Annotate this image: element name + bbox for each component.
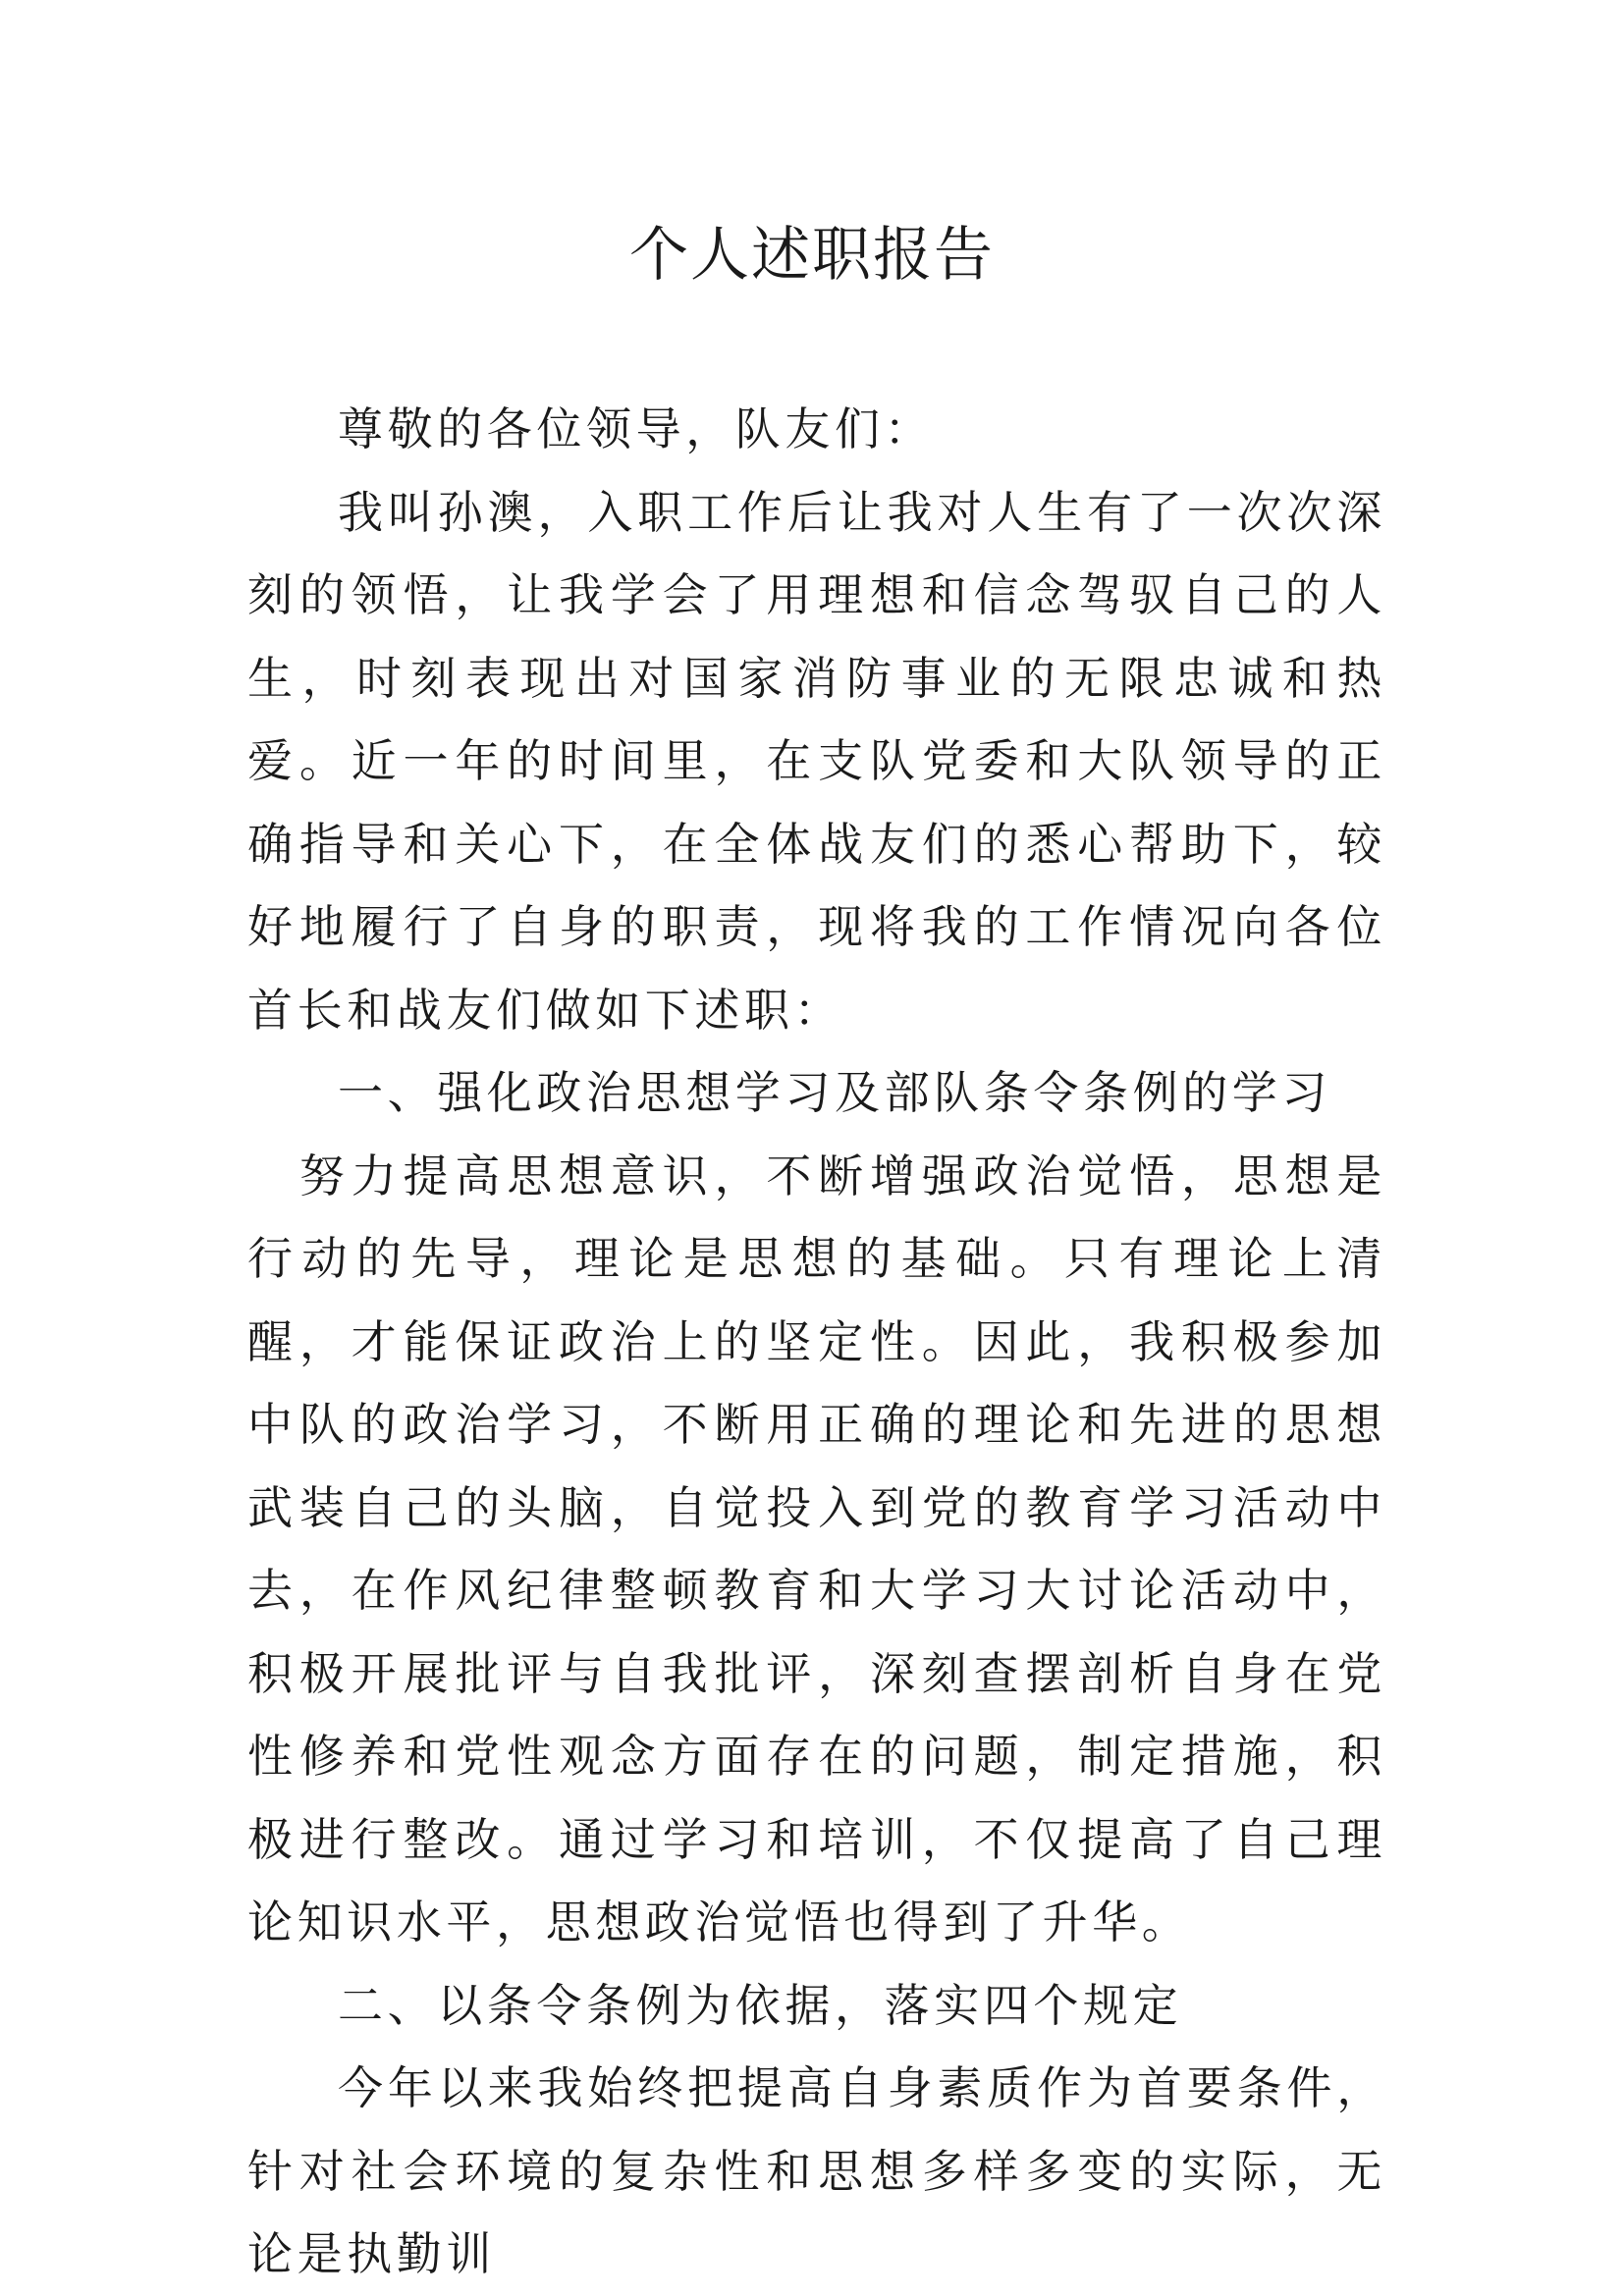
section-1-heading: 一、强化政治思想学习及部队条令条例的学习	[338, 1066, 1331, 1119]
intro-paragraph: 我叫孙澳，入职工作后让我对人生有了一次次深刻的领悟，让我学会了用理想和信念驾驭自己的人生，时刻表现出对国家消防事业的无限忠诚和热爱。近一年的时间里，在支队党委和大队领导的正确指导和关心下，在全体战友们的悉心帮助下，较好地履行了自身的职责，现将我的工作情况向各位首长和战友们做如下述职：	[247, 485, 1386, 1037]
document-body	[247, 388, 1386, 2296]
section-1-paragraph: 努力提高思想意识，不断增强政治觉悟，思想是行动的先导，理论是思想的基础。只有理论上清醒，才能保证政治上的坚定性。因此，我积极参加中队的政治学习，不断用正确的理论和先进的思想武装自己的头脑，自觉投入到党的教育学习活动中去，在作风纪律整顿教育和大学习大讨论活动中，积极开展批评与自我批评，深刻查摆剖析自身在党性修养和党性观念方面存在的问题，制定措施，积极进行整改。通过学习和培训，不仅提高了自己理论知识水平，思想政治觉悟也得到了升华。	[247, 1148, 1386, 1949]
document-title: 个人述职报告	[629, 221, 995, 290]
salutation: 尊敬的各位领导，队友们：	[338, 402, 935, 455]
section-2-heading: 二、以条令条例为依据，落实四个规定	[338, 1978, 1183, 2032]
section-2-paragraph: 今年以来我始终把提高自身素质作为首要条件，针对社会环境的复杂性和思想多样多变的实际，无论是执勤训	[247, 2061, 1386, 2280]
